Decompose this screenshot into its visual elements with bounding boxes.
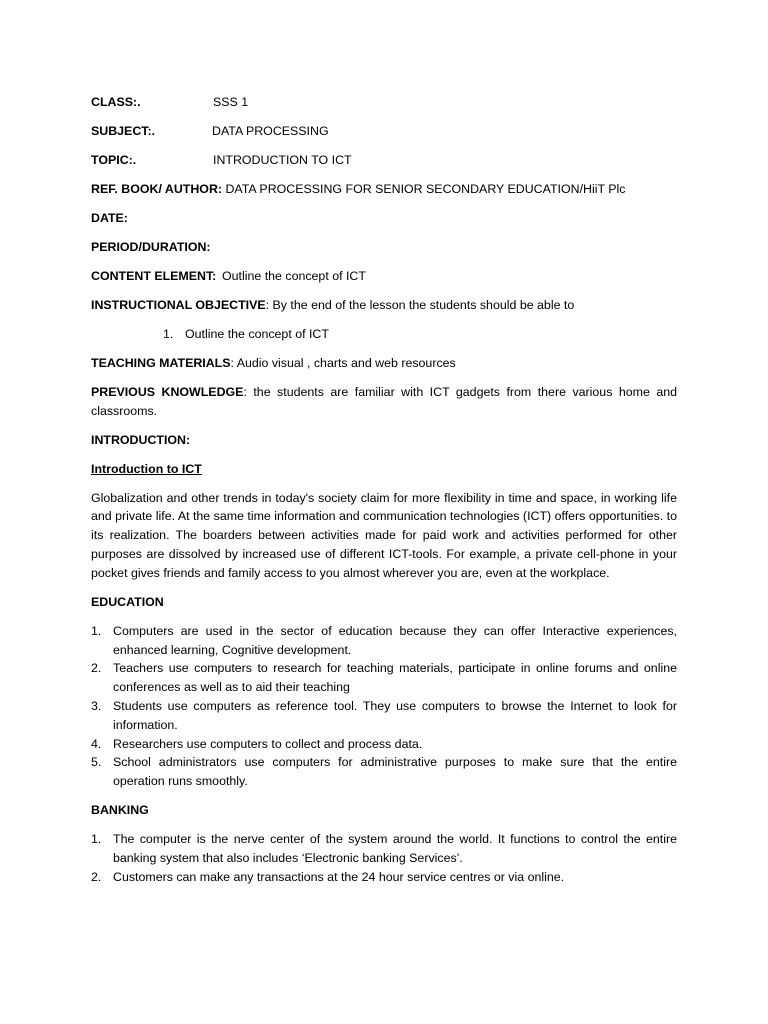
previous-knowledge-value: : the students are familiar with ICT gadgets from there various home and classrooms.: [91, 384, 678, 418]
content-element-row: [91, 267, 677, 286]
ref-row: [91, 180, 677, 199]
objective-item: [91, 325, 677, 344]
subject-row: [91, 122, 677, 141]
class-label: CLASS:.: [91, 95, 141, 109]
intro-paragraph: Globalization and other trends in today's society claim for more flexibility in time and space, in working life and private life. At the same time information and communication technologies (ICT) offers opportunities. to its realization. The boarders between activities made for paid work and activities performed for other purposes are dissolved by increased use of different ICT-tools. For example, a private cell-phone in your pocket gives friends and family access to you almost wherever you are, even at the workplace.: [91, 490, 677, 580]
subject-label: SUBJECT:.: [91, 123, 156, 138]
materials-row: [91, 354, 677, 373]
class-row: [91, 93, 677, 112]
objective-item-text: Outline the concept of ICT: [185, 326, 329, 341]
previous-knowledge-label: PREVIOUS KNOWLEDGE: [91, 384, 244, 399]
list-item: [91, 753, 677, 791]
class-value: SSS 1: [213, 95, 249, 109]
period-row: [91, 238, 677, 257]
list-item-number: 2.: [91, 661, 102, 676]
list-item-number: 3.: [91, 698, 102, 713]
subject-value: DATA PROCESSING: [212, 123, 329, 138]
content-element-value: Outline the concept of ICT: [222, 268, 366, 283]
objective-row: [91, 296, 677, 315]
intro-heading: Introduction to ICT: [91, 461, 202, 476]
list-item-number: 1.: [91, 832, 102, 847]
list-item-number: 2.: [91, 869, 102, 884]
topic-value: INTRODUCTION TO ICT: [213, 152, 352, 167]
content-element-label: CONTENT ELEMENT:: [91, 268, 217, 283]
objective-item-number: 1.: [163, 326, 174, 341]
list-item-text: Customers can make any transactions at the 24 hour service centres or via online.: [113, 869, 565, 884]
list-item-text: Researchers use computers to collect and process data.: [113, 736, 423, 751]
document-content: [91, 93, 677, 897]
list-item-text: Teachers use computers to research for teaching materials, participate in online forums and online conferences as well as to aid their teaching: [113, 661, 677, 695]
materials-label: TEACHING MATERIALS: [91, 355, 231, 370]
list-item-text: The computer is the nerve center of the system around the world. It functions to control the entire banking system that also includes ‘Electronic banking Services’.: [113, 832, 677, 865]
education-list: [91, 622, 677, 791]
list-item: [91, 868, 677, 887]
list-item: [91, 697, 677, 735]
list-item-text: Computers are used in the sector of education because they can offer Interactive experiences, enhanced learning, Cognitive development.: [113, 623, 677, 657]
list-item: [91, 830, 677, 868]
ref-value: DATA PROCESSING FOR SENIOR SECONDARY EDUCATION/HiiT Plc: [225, 181, 626, 196]
list-item-number: 5.: [91, 755, 102, 770]
list-item-text: Students use computers as reference tool. They use computers to browse the Internet to look for information.: [113, 698, 677, 732]
objective-value: : By the end of the lesson the students should be able to: [265, 297, 575, 312]
topic-label: TOPIC:.: [91, 152, 137, 167]
date-row: [91, 209, 677, 228]
period-label: PERIOD/DURATION:: [91, 239, 211, 254]
list-item: [91, 622, 677, 660]
list-item: [91, 659, 677, 697]
date-label: DATE:: [91, 210, 128, 225]
objective-label: INSTRUCTIONAL OBJECTIVE: [91, 297, 266, 312]
banking-list: [91, 830, 677, 886]
ref-label: REF. BOOK/ AUTHOR:: [91, 181, 223, 196]
previous-knowledge-paragraph: [91, 383, 677, 421]
education-heading: EDUCATION: [91, 594, 164, 609]
list-item-number: 4.: [91, 736, 102, 751]
list-item-text: School administrators use computers for administrative purposes to make sure that the entire operation runs smoothly.: [113, 755, 677, 789]
list-item: [91, 735, 677, 754]
list-item-number: 1.: [91, 623, 102, 638]
materials-value: : Audio visual , charts and web resources: [230, 355, 456, 370]
introduction-label: INTRODUCTION:: [91, 432, 191, 447]
topic-row: [91, 151, 677, 170]
banking-heading: BANKING: [91, 803, 149, 818]
